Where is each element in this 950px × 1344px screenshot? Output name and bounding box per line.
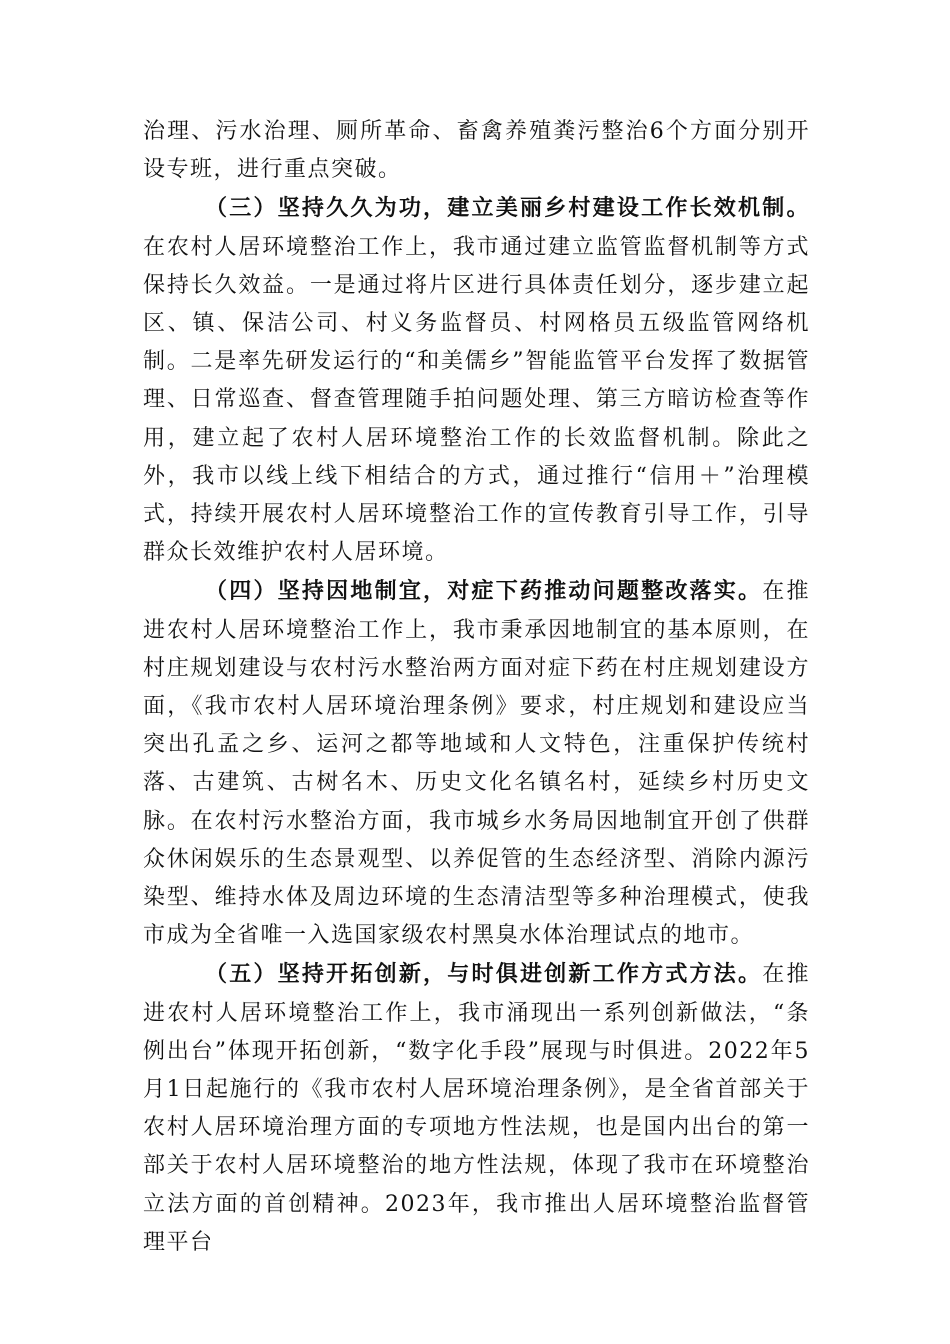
section-heading: （四）坚持因地制宜，对症下药推动问题整改落实。 bbox=[205, 578, 763, 605]
paragraph-section-5 bbox=[143, 955, 810, 1262]
section-heading: （五）坚持开拓创新，与时俱进创新工作方式方法。 bbox=[205, 961, 763, 988]
section-heading: （三）坚持久久为功，建立美丽乡村建设工作长效机制。 bbox=[205, 195, 810, 222]
paragraph-text: 在农村人居环境整治工作上，我市通过建立监管监督机制等方式保持长久效益。一是通过将片区进行具体责任划分，逐步建立起区、镇、保洁公司、村义务监督员、村网格员五级监管网络机制。二是率先研发运行的“和美儒乡”智能监管平台发挥了数据管理、日常巡查、督查管理随手拍问题处理、第三方暗访检查等作用，建立起了农村人居环境整治工作的长效监督机制。除此之外，我市以线上线下相结合的方式，通过推行“信用＋”治理模式，持续开展农村人居环境整治工作的宣传教育引导工作，引导群众长效维护农村人居环境。 bbox=[143, 234, 810, 566]
paragraph-continuation bbox=[143, 113, 810, 189]
paragraph-text: 在推进农村人居环境整治工作上，我市秉承因地制宜的基本原则，在村庄规划建设与农村污水整治两方面对症下药在村庄规划建设方面，《我市农村人居环境治理条例》要求，村庄规划和建设应当突出孔孟之乡、运河之都等地域和人文特色，注重保护传统村落、古建筑、古树名木、历史文化名镇名村，延续乡村历史文脉。在农村污水整治方面，我市城乡水务局因地制宜开创了供群众休闲娱乐的生态景观型、以养促管的生态经济型、消除内源污染型、维持水体及周边环境的生态清洁型等多种治理模式，使我市成为全省唯一入选国家级农村黑臭水体治理试点的地市。 bbox=[143, 579, 810, 949]
paragraph-text: 在推进农村人居环境整治工作上，我市涌现出一系列创新做法，“条例出台”体现开拓创新，“数字化手段”展现与时俱进。2022年5月1日起施行的《我市农村人居环境治理条例》，是全省首部关于农村人居环境治理方面的专项地方性法规，也是国内出台的第一部关于农村人居环境整治的地方性法规，体现了我市在环境整治立法方面的首创精神。2023年，我市推出人居环境整治监督管理平台 bbox=[143, 962, 810, 1255]
paragraph-text: 治理、污水治理、厕所革命、畜禽养殖粪污整治6个方面分别开设专班，进行重点突破。 bbox=[143, 119, 810, 183]
paragraph-section-3 bbox=[143, 189, 810, 572]
paragraph-section-4 bbox=[143, 572, 810, 955]
